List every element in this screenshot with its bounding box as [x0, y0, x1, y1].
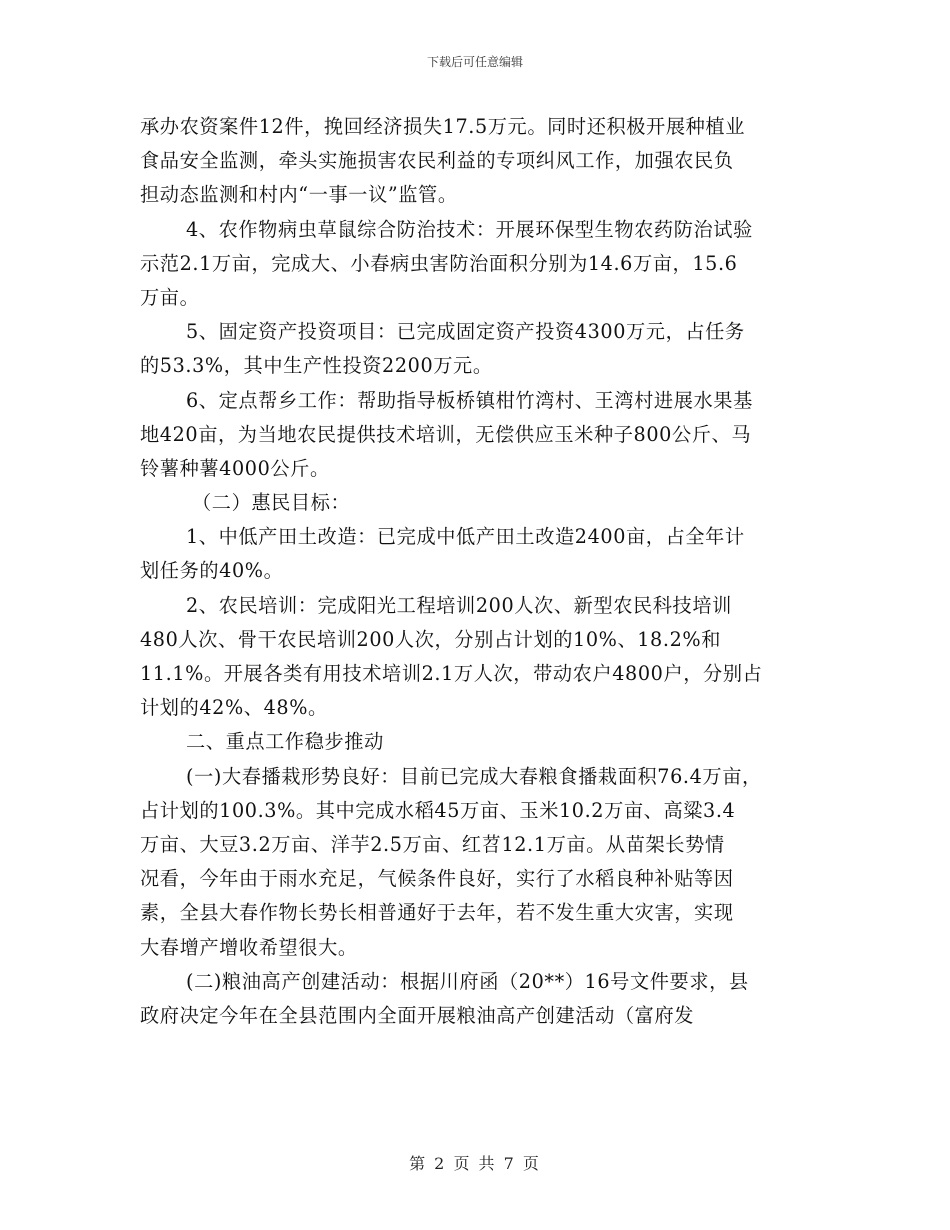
text-line: (一)大春播栽形势良好：目前已完成大春粮食播栽面积76.4万亩，: [186, 764, 762, 788]
text-line: 政府决定今年在全县范围内全面开展粮油高产创建活动（富府发: [140, 1003, 695, 1027]
text-line: 6、定点帮乡工作：帮助指导板桥镇柑竹湾村、王湾村进展水果基: [186, 388, 753, 412]
text-line: 示范2.1万亩，完成大、小春病虫害防治面积分别为14.6万亩，15.6: [140, 251, 738, 275]
text-line: 占计划的100.3%。其中完成水稻45万亩、玉米10.2万亩、高粱3.4: [140, 798, 736, 822]
text-line: 素，全县大春作物长势长相普通好于去年，若不发生重大灾害，实现: [140, 901, 734, 925]
text-line: 11.1%。开展各类有用技术培训2.1万人次，带动农户4800户，分别占: [140, 662, 763, 685]
text-line: 万亩、大豆3.2万亩、洋芋2.5万亩、红苕12.1万亩。从苗架长势情: [140, 832, 725, 856]
section-heading: （二）惠民目标：: [192, 491, 351, 515]
text-line: 铃薯种薯4000公斤。: [140, 456, 330, 480]
text-line: 1、中低产田土改造：已完成中低产田土改造2400亩，占全年计: [186, 525, 745, 549]
text-line: 480人次、骨干农民培训200人次，分别占计划的10%、18.2%和: [140, 627, 721, 651]
text-line: 划任务的40%。: [140, 559, 284, 583]
text-line: 况看，今年由于雨水充足，气候条件良好，实行了水稻良种补贴等因: [140, 867, 734, 891]
text-line: 4、农作物病虫草鼠综合防治技术：开展环保型生物农药防治试验: [186, 217, 753, 241]
text-line: 地420亩，为当地农民提供技术培训，无偿供应玉米种子800公斤、马: [140, 422, 752, 446]
text-line: 食品安全监测，牵头实施损害农民利益的专项纠风工作，加强农民负: [140, 149, 734, 173]
text-line: 大春增产增收希望很大。: [140, 935, 358, 959]
section-heading: 二、重点工作稳步推动: [186, 730, 384, 754]
page-footer: 第 2 页 共 7 页: [409, 1154, 541, 1173]
text-line: 的53.3%，其中生产性投资2200万元。: [140, 354, 493, 378]
text-line: 万亩。: [140, 285, 200, 309]
text-line: 5、固定资产投资项目：已完成固定资产投资4300万元，占任务: [186, 320, 745, 344]
text-line: 计划的42%、48%。: [140, 696, 328, 720]
text-line: 担动态监测和村内“一事一议”监管。: [140, 183, 458, 207]
text-line: (二)粮油高产创建活动：根据川府函（20**）16号文件要求，县: [186, 969, 749, 993]
text-line: 承办农资案件12件，挽回经济损失17.5万元。同时还积极开展种植业: [140, 115, 745, 138]
page-header: 下载后可任意编辑: [426, 55, 523, 69]
document-body: [140, 110, 830, 1033]
text-line: 2、农民培训：完成阳光工程培训200人次、新型农民科技培训: [186, 593, 732, 617]
